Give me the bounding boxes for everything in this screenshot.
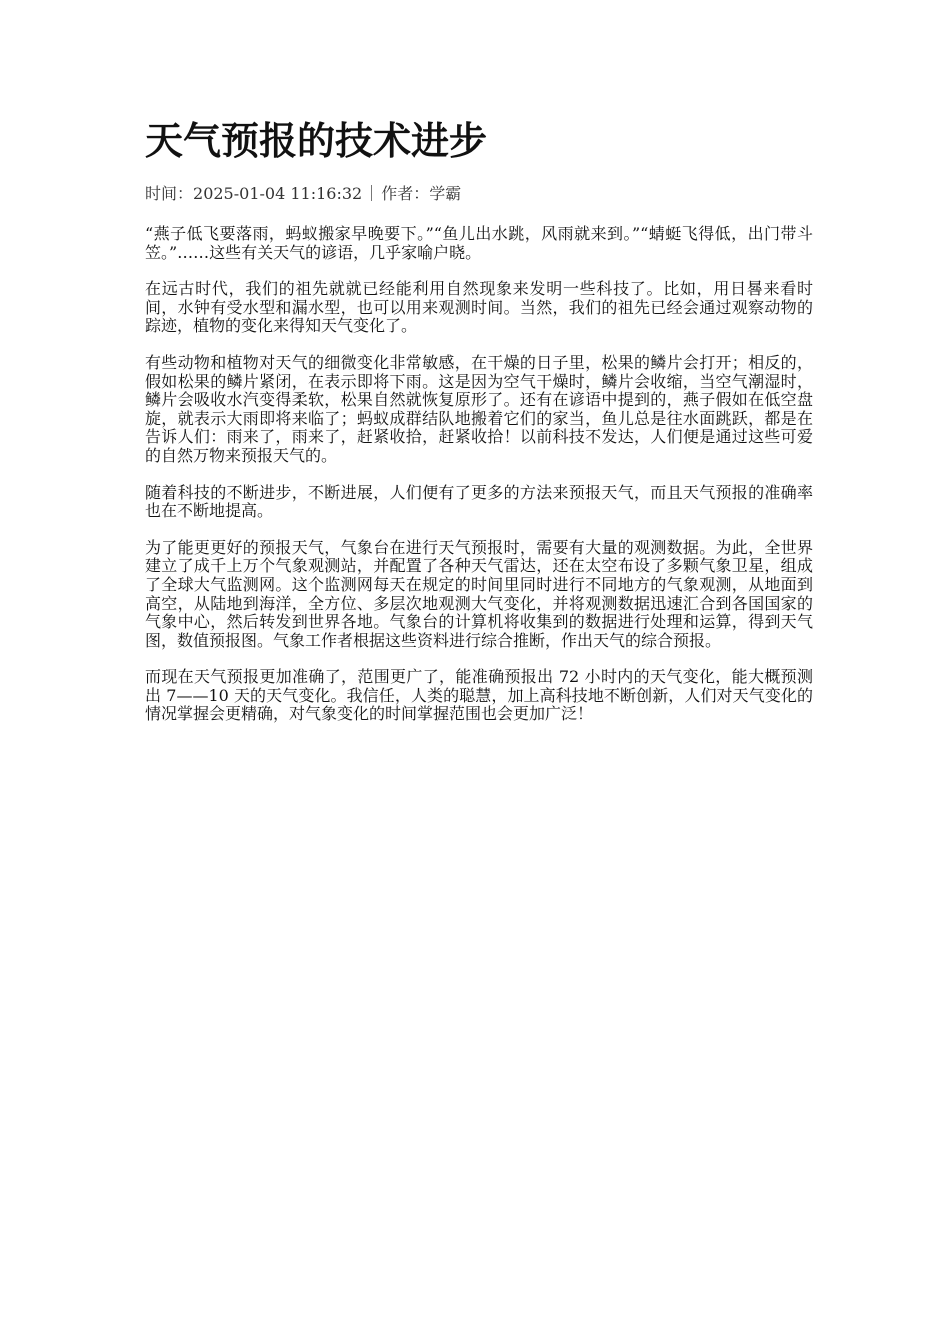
article xyxy=(145,112,813,742)
paragraph-5: 为了能更更好的预报天气，气象台在进行天气预报时，需要有大量的观测数据。为此，全世界建立了成千上万个气象观测站，并配置了各种天气雷达，还在太空布设了多颗气象卫星，组成了全球大气监测网。这个监测网每天在规定的时间里同时进行不同地方的气象观测，从地面到高空，从陆地到海洋，全方位、多层次地观测大气变化，并将观测数据迅速汇合到各国国家的气象中心，然后转发到世界各地。气象台的计算机将收集到的数据进行处理和运算，得到天气图，数值预报图。气象工作者根据这些资料进行综合推断，作出天气的综合预报。 xyxy=(145,537,813,650)
article-title: 天气预报的技术进步 xyxy=(145,118,488,163)
author-name: 学霸 xyxy=(429,184,462,203)
time-label: 时间： xyxy=(145,184,194,203)
paragraph-3: 有些动物和植物对天气的细微变化非常敏感，在干燥的日子里，松果的鳞片会打开；相反的，假如松果的鳞片紧闭，在表示即将下雨。这是因为空气干燥时，鳞片会收缩，当空气潮湿时，鳞片会吸收水汽变得柔软，松果自然就恢复原形了。还有在谚语中提到的，燕子假如在低空盘旋，就表示大雨即将来临了；蚂蚁成群结队地搬着它们的家当，鱼儿总是往水面跳跃，都是在告诉人们：雨来了，雨来了，赶紧收拾，赶紧收拾！以前科技不发达，人们便是通过这些可爱的自然万物来预报天气的。 xyxy=(145,352,813,465)
paragraph-6: 而现在天气预报更加准确了，范围更广了，能准确预报出 72 小时内的天气变化，能大概预测出 7——10 天的天气变化。我信任，人类的聪慧，加上高科技地不断创新，人们对天气变化的情况掌握会更精确，对气象变化的时间掌握范围也会更加广泛！ xyxy=(145,667,813,724)
paragraph-4: 随着科技的不断进步，不断进展，人们便有了更多的方法来预报天气，而且天气预报的准确率也在不断地提高。 xyxy=(145,482,813,521)
article-body xyxy=(145,225,813,724)
paragraph-1: “燕子低飞要落雨，蚂蚁搬家早晚要下。”“鱼儿出水跳，风雨就来到。”“蜻蜓飞得低，出门带斗笠。”……这些有关天气的谚语，几乎家喻户晓。 xyxy=(145,224,813,262)
meta-divider xyxy=(371,185,372,201)
author-label: 作者： xyxy=(381,184,430,203)
article-meta xyxy=(145,182,813,206)
publish-time: 2025-01-04 11:16:32 xyxy=(193,184,363,203)
paragraph-2: 在远古时代，我们的祖先就就已经能利用自然现象来发明一些科技了。比如，用日晷来看时间，水钟有受水型和漏水型，也可以用来观测时间。当然，我们的祖先已经会通过观察动物的踪迹，植物的变化来得知天气变化了。 xyxy=(145,279,813,336)
